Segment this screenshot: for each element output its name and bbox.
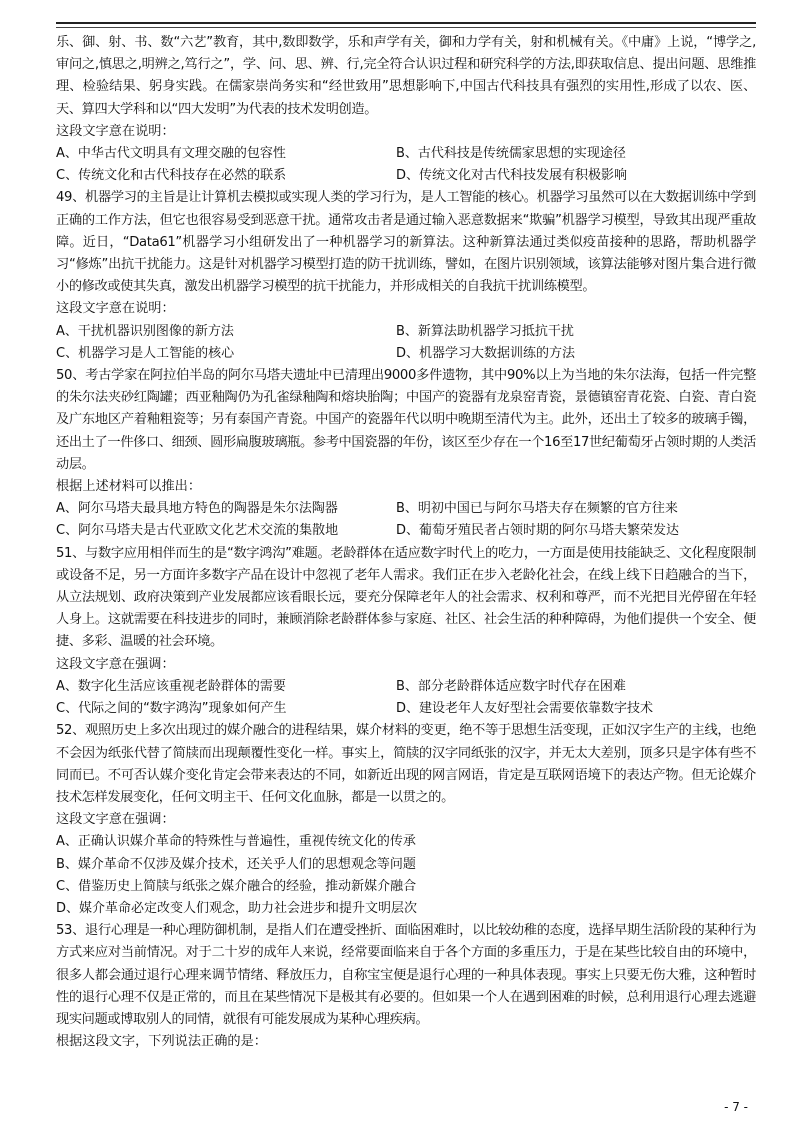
option-b: B、部分老龄群体适应数字时代存在困难 [396, 678, 626, 694]
question-49-text: 49、机器学习的主旨是让计算机去模拟或实现人类的学习行为，是人工智能的核心。机器学习虽然可以在大数据训练中学到正确的工作方法，但它也很容易受到恶意干扰。通常攻击者是通过输入恶意数据来“欺骗”机器学习模型，导致其出现严重故障。近日，“Data61”机器学习小组研发出了一种机器学习的新算法。这种新算法通过类似疫苗接种的思路，帮助机器学习“修炼”出抗干扰能力。这是针对机器学习模型打造的防干扰训练，譬如，在图片识别领域，该算法能够对图片集合进行微小的修改或使其失真，激发出机器学习模型的抗干扰能力，并形成相关的自我抗干扰训练模型。 [56, 190, 756, 295]
question-52-prompt: 这段文字意在强调： [56, 812, 175, 828]
option-a: A、中华古代文明具有文理交融的包容性 [56, 146, 286, 162]
intro-prompt: 这段文字意在说明： [56, 123, 175, 139]
option-c: C、传统文化和古代科技存在必然的联系 [56, 168, 287, 184]
option-c: C、代际之间的“数字鸿沟”现象如何产生 [56, 701, 287, 717]
intro-options [56, 143, 756, 187]
header-rule-thin [56, 27, 756, 28]
document-page [56, 32, 756, 1053]
question-52-text: 52、观照历史上多次出现过的媒介融合的进程结果，媒介材料的变更，绝不等于思想生活变现，正如汉字生产的主线，也绝不会因为纸张代替了简牍而出现颠覆性变化一样。事实上，简牍的汉字同纸张的汉字，并无太大差别，顶多只是字体有些不同而已。不可否认媒介变化肯定会带来表达的不同，如新近出现的网言网语，肯定是互联网语境下的表达产物。但无论媒介技术怎样发展变化，任何文明主干、任何文化血脉，都是一以贯之的。 [56, 723, 756, 805]
option-c: C、借鉴历史上简牍与纸张之媒介融合的经验，推动新媒介融合 [56, 878, 417, 894]
option-c: C、机器学习是人工智能的核心 [56, 345, 235, 361]
option-b: B、明初中国已与阿尔马塔夫存在频繁的官方往来 [396, 501, 678, 517]
intro-paragraph: 乐、御、射、书、数“六艺”教育，其中,数即数学，乐和声学有关，御和力学有关，射和机械有关。《中庸》上说，“博学之,审问之,慎思之,明辨之,笃行之”，学、问、思、辨、行,完全符合认识过程和研究科学的方法,即获取信息、提出问题、思维推理、检验结果、躬身实践。在儒家崇尚务实和“经世致用”思想影响下,中国古代科技具有强烈的实用性,形成了以农、医、天、算四大学科和以“四大发明”为代表的技术发明创造。 [56, 35, 756, 117]
option-d: D、传统文化对古代科技发展有积极影响 [396, 168, 628, 184]
option-a: A、干扰机器识别图像的新方法 [56, 323, 234, 339]
option-a: A、正确认识媒介革命的特殊性与普遍性，重视传统文化的传承 [56, 834, 416, 850]
question-53-prompt: 根据这段文字，下列说法正确的是： [56, 1034, 267, 1050]
option-b: B、媒介革命不仅涉及媒介技术，还关乎人们的思想观念等问题 [56, 856, 416, 872]
question-52-options [56, 831, 756, 920]
question-53-text: 53、退行心理是一种心理防御机制，是指人们在遭受挫折、面临困难时，以比较幼稚的态度，选择早期生活阶段的某种行为方式来应对当前情况。对于二十岁的成年人来说，经常要面临来自于各个方面的多重压力，于是在某些比较自由的环境中，很多人都会通过退行心理来调节情绪、释放压力，自称宝宝便是退行心理的一种具体表现。事实上只要无伤大雅，这种暂时性的退行心理不仅是正常的，而且在某些情况下是极其有必要的。但如果一个人在遇到困难的时候，总利用退行心理去逃避现实问题或博取别人的同情，就很有可能发展成为某种心理疾病。 [56, 923, 756, 1027]
question-50-prompt: 根据上述材料可以推出： [56, 479, 202, 495]
option-c: C、阿尔马塔夫是古代亚欧文化艺术交流的集散地 [56, 523, 339, 539]
question-49-prompt: 这段文字意在说明： [56, 301, 175, 317]
question-51-options [56, 676, 756, 720]
option-b: B、古代科技是传统儒家思想的实现途径 [396, 146, 626, 162]
header-rule [56, 22, 756, 24]
question-50-options [56, 498, 756, 542]
option-a: A、数字化生活应该重视老龄群体的需要 [56, 678, 286, 694]
question-50-text: 50、考古学家在阿拉伯半岛的阿尔马塔夫遗址中已清理出9000多件遗物，其中90%以上为当地的朱尔法海，包括一件完整的朱尔法夹砂红陶罐；西亚釉陶仍为孔雀绿釉陶和熔块胎陶；中国产的瓷器有龙泉窑青瓷，景德镇窑青花瓷、白瓷、青白瓷及广东地区产着釉粗瓷等；另有泰国产青瓷。中国产的瓷器年代以明中晚期至清代为主。此外，还出土了较多的玻璃手镯，还出土了一件侈口、细颈、圆形扁腹玻璃瓶。参考中国瓷器的年份，该区至少存在一个16至17世纪葡萄牙占领时期的人类活动层。 [56, 368, 756, 472]
question-51-text: 51、与数字应用相伴而生的是“数字鸿沟”难题。老龄群体在适应数字时代上的吃力，一方面是使用技能缺乏、文化程度限制或设备不足，另一方面许多数字产品在设计中忽视了老年人需求。我们正在步入老龄化社会，在线上线下日趋融合的当下，从立法规划、政府决策到产业发展都应该看眼长远，要充分保障老年人的社会需求、权利和尊严，而不光把目光停留在年轻人身上。这就需要在科技进步的同时，兼顾消除老龄群体参与家庭、社区、社会生活的种种障碍，为他们提供一个安全、便捷、多彩、温暖的社会环境。 [56, 545, 756, 650]
page-number: - 7 - [724, 1100, 748, 1114]
option-b: B、新算法助机器学习抵抗干扰 [396, 323, 574, 339]
question-49-options [56, 321, 756, 365]
option-a: A、阿尔马塔夫最具地方特色的陶器是朱尔法陶器 [56, 501, 338, 517]
option-d: D、建设老年人友好型社会需要依靠数字技术 [396, 701, 654, 717]
question-51-prompt: 这段文字意在强调： [56, 656, 175, 672]
option-d: D、葡萄牙殖民者占领时期的阿尔马塔夫繁荣发达 [396, 523, 680, 539]
option-d: D、媒介革命必定改变人们观念，助力社会进步和提升文明层次 [56, 900, 418, 916]
option-d: D、机器学习大数据训练的方法 [396, 345, 576, 361]
